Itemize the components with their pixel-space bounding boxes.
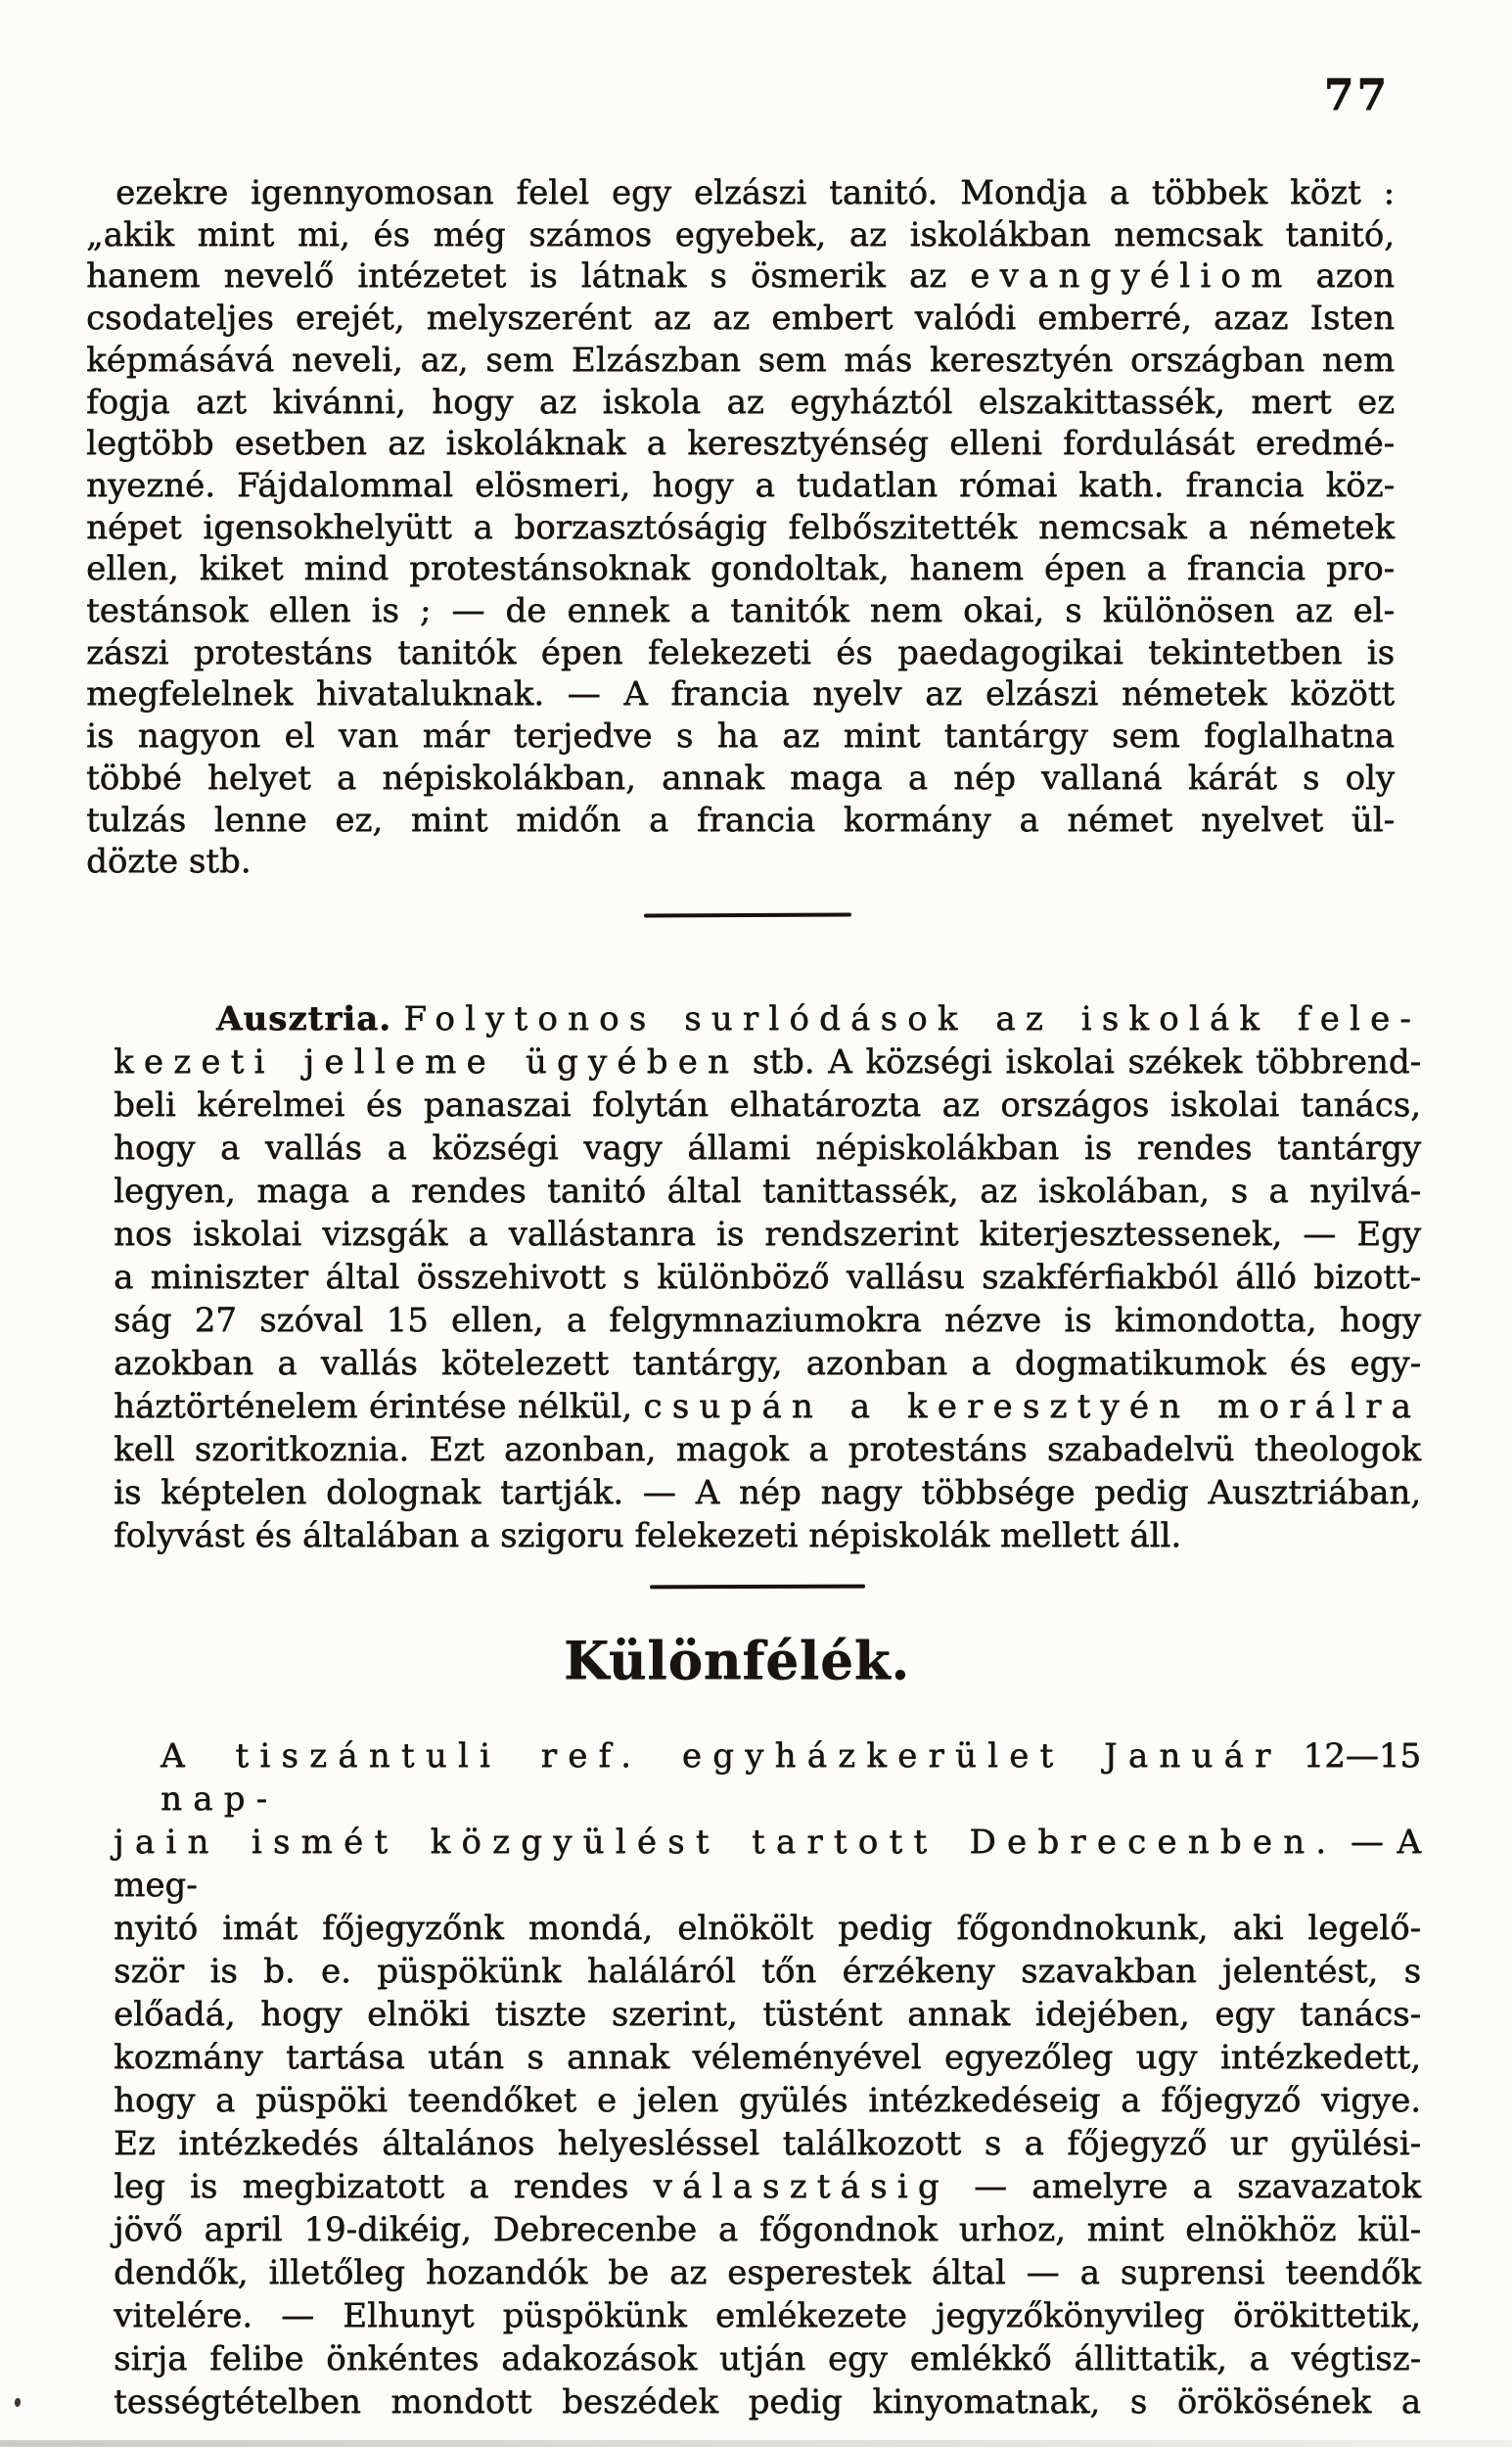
text-line: folyvást és általában a szigoru felekezeti népiskolák mellett áll. [114, 1516, 1182, 1555]
text-segment: stb. A községi iskolai székek többrend- [752, 1042, 1422, 1082]
spaced-text-segment: kezeti jelleme ügyében [114, 1042, 739, 1082]
text-line: jövő april 19-dikéig, Debrecenbe a főgondnok urhoz, mint elnökhöz kül- [114, 2210, 1421, 2249]
text-segment: — amelyre a szavazatok [973, 2167, 1422, 2206]
text-line: hogy a püspöki teendőket e jelen gyülés intézkedéseig a főjegyző vigye. [114, 2081, 1421, 2120]
text-line: legtöbb esetben az iskoláknak a keresztyénség elleni fordulását eredmé- [86, 424, 1395, 464]
text-line: vitelére. — Elhunyt püspökünk emlékezete jegyzőkönyvileg örökittetik, [114, 2296, 1421, 2335]
text-line: testánsok ellen is ; — de ennek a tanitók nem okai, s különösen az el- [86, 591, 1395, 631]
text-line [114, 1734, 1421, 1821]
text-line: ság 27 szóval 15 ellen, a felgymnaziumokra nézve is kimondotta, hogy [114, 1301, 1421, 1340]
text-segment: háztörténelem érintése nélkül, [114, 1387, 632, 1426]
text-line: kozmány tartása után s annak véleményével egyezőleg ugy intézkedett, [114, 2038, 1421, 2077]
text-line: népet igensokhelyütt a borzasztóságig felbőszitették nemcsak a németek [86, 507, 1395, 547]
spaced-text-segment: jain ismét közgyülést tartott Debrecenben. [114, 1823, 1338, 1862]
text-line: „akik mint mi, és még számos egyebek, az iskolákban nemcsak tanitó, [86, 214, 1395, 254]
text-line: tulzás lenne ez, mint midőn a francia kormány a német nyelvet ül- [86, 800, 1395, 840]
text-line: nos iskolai vizsgák a vallástanra is rendszerint kiterjesztessenek, — Egy [114, 1215, 1421, 1254]
text-line: fogja azt kivánni, hogy az iskola az egyháztól elszakittassék, mert ez [86, 382, 1395, 422]
spaced-text-segment: csupán a keresztyén morálra [643, 1387, 1421, 1426]
text-line: is képtelen dolognak tartják. — A nép nagy többsége pedig Ausztriában, [114, 1473, 1421, 1512]
text-segment: hanem nevelő intézetet is látnak s ösmerik az [86, 256, 947, 297]
text-line: zászi protestáns tanitók épen felekezeti és paedagogikai tekintetben is [86, 632, 1395, 672]
text-line [114, 1821, 1421, 1907]
text-line [86, 255, 1395, 298]
text-line: is nagyon el van már terjedve s ha az mint tantárgy sem foglalhatna [86, 716, 1395, 757]
spaced-text-segment: nap- [160, 1779, 279, 1819]
text-line [114, 997, 1421, 1040]
article-tiszantul-paragraph [114, 1734, 1421, 2424]
page-number: 77 [1323, 70, 1390, 120]
text-line: sirja felibe önkéntes adakozások utján egy emlékkő állittatik, a végtisz- [114, 2339, 1421, 2378]
text-segment: leg is megbizatott a rendes [114, 2167, 629, 2206]
section-divider-rule [650, 1585, 865, 1590]
ink-speck [15, 2398, 21, 2407]
text-line: hogy a vallás a községi vagy állami népiskolákban is rendes tantárgy [114, 1129, 1421, 1168]
text-line: ellen, kiket mind protestánsoknak gondoltak, hanem épen a francia pro- [86, 549, 1395, 589]
text-line: ezekre igennyomosan felel egy elzászi tanitó. Mondja a többek közt : [115, 173, 1395, 212]
text-line [114, 1040, 1421, 1084]
text-line: dözte stb. [86, 842, 252, 882]
text-line: nyezné. Fájdalommal elösmeri, hogy a tudatlan római kath. francia köz- [86, 465, 1395, 505]
spaced-text-segment: A tiszántuli ref. egyházkerület Január [160, 1736, 1282, 1776]
text-line: tességtételben mondott beszédek pedig kinyomatnak, s örökösének a [114, 2382, 1421, 2422]
text-segment: 12—15 [1303, 1736, 1422, 1776]
article-elzasz-paragraph [86, 172, 1395, 883]
scan-bottom-edge-artifact [0, 2440, 1512, 2447]
text-line: ször is b. e. püspökünk haláláról tőn érzékeny szavakban jelentést, s [114, 1952, 1421, 1991]
text-line: nyitó imát főjegyzőnk mondá, elnökölt pedig főgondnokunk, aki legelő- [114, 1909, 1421, 1948]
text-line: azokban a vallás kötelezett tantárgy, azonban a dogmatikumok és egy- [114, 1344, 1421, 1383]
text-line [114, 2165, 1421, 2208]
text-segment: — A meg- [114, 1823, 1421, 1905]
text-line: legyen, maga a rendes tanitó által tanittassék, az iskolában, s a nyilvá- [114, 1172, 1421, 1211]
text-line: képmásává neveli, az, sem Elzászban sem más keresztyén országban nem [86, 340, 1395, 380]
text-line: Ez intézkedés általános helyesléssel találkozott s a főjegyző ur gyülési- [114, 2124, 1421, 2163]
text-line [114, 1385, 1421, 1428]
spaced-text-segment: evangyéliom [970, 256, 1293, 297]
text-line: csodateljes erejét, melyszerént az az embert valódi emberré, azaz Isten [86, 299, 1395, 339]
text-line: megfelelnek hivataluknak. — A francia nyelv az elzászi németek között [86, 674, 1395, 715]
section-heading: Különfélék. [564, 1631, 910, 1691]
text-line: a miniszter által összehivott s különböző vallásu szakférfiakból álló bizott- [114, 1258, 1421, 1297]
paragraph-lead-word: Ausztria. [216, 999, 391, 1039]
spaced-text-segment: választásig [653, 2167, 949, 2206]
text-line: kell szoritkoznia. Ezt azonban, magok a protestáns szabadelvü theologok [114, 1430, 1421, 1469]
text-line: többé helyet a népiskolákban, annak maga a nép vallaná kárát s oly [86, 758, 1395, 798]
text-line: előadá, hogy elnöki tiszte szerint, tüstént annak idejében, egy tanács- [114, 1995, 1421, 2034]
text-line: beli kérelmei és panaszai folytán elhatározta az országos iskolai tanács, [114, 1085, 1421, 1125]
section-divider-rule [644, 912, 851, 917]
article-ausztria-paragraph [114, 997, 1421, 1557]
spaced-text-segment: Folytonos surlódások az iskolák fele- [403, 999, 1421, 1039]
text-line: dendők, illetőleg hozandók be az esperestek által — a suprensi teendők [114, 2253, 1421, 2292]
text-segment: azon [1315, 256, 1396, 297]
